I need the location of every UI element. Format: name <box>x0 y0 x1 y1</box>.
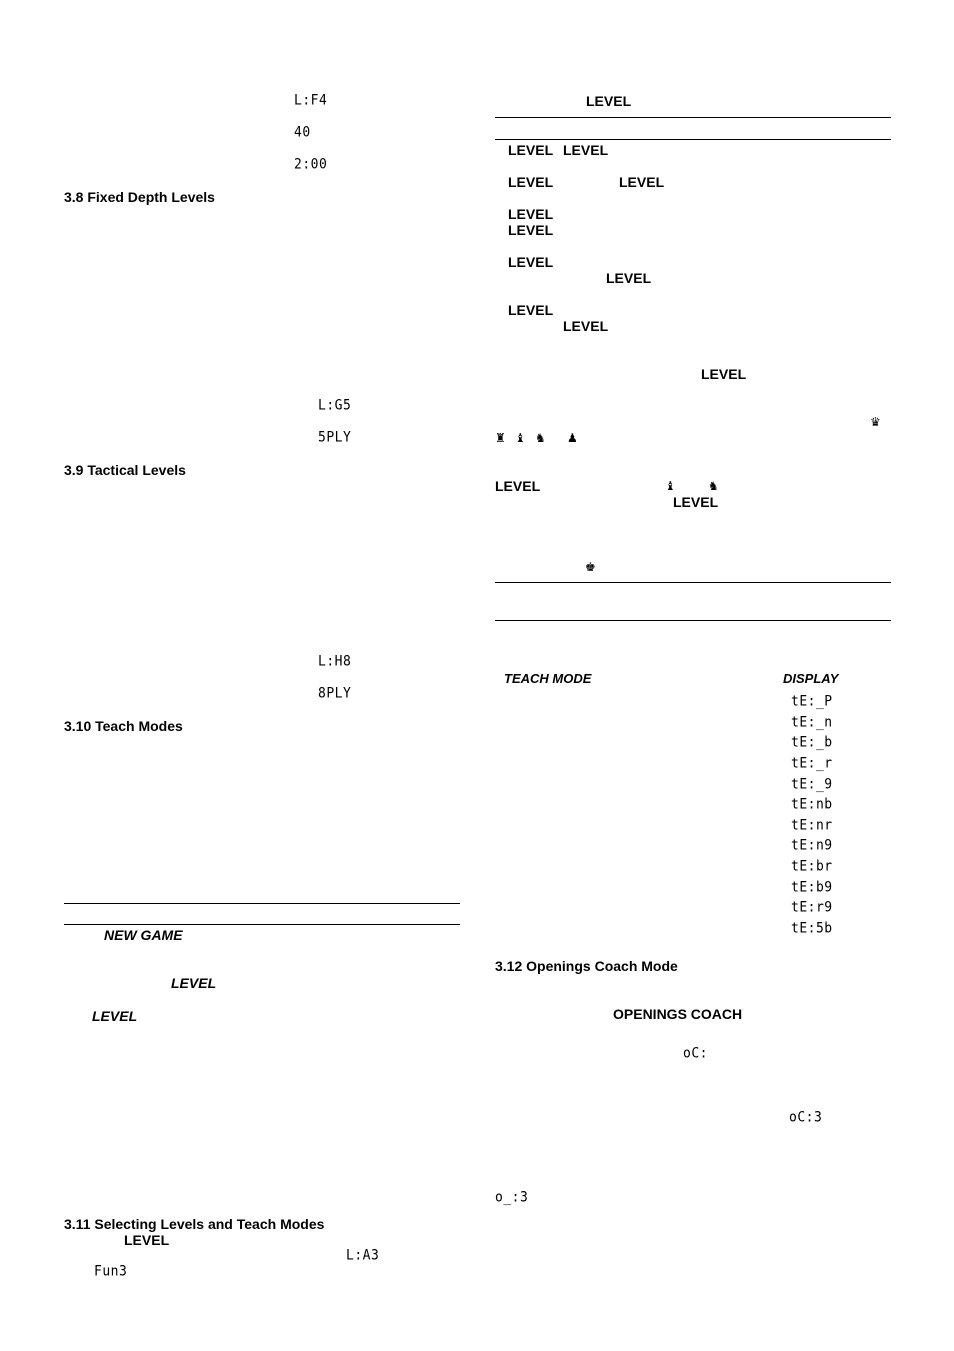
level-key-label: LEVEL <box>508 174 554 190</box>
table-cell-display: tE:nr <box>791 817 833 834</box>
section-heading-tactical: 3.9 Tactical Levels <box>64 462 186 478</box>
level-key-label: LEVEL <box>508 254 554 270</box>
table-cell-display: tE:_b <box>791 734 833 751</box>
box-rule-top <box>495 117 891 118</box>
lcd-display-openings: oC:3 <box>789 1109 823 1126</box>
lcd-display-ply: 8PLY <box>318 685 352 702</box>
section-heading-selecting-levels: 3.11 Selecting Levels and Teach Modes <box>64 1216 325 1232</box>
level-key-label: LEVEL <box>92 1008 138 1024</box>
level-key-label: LEVEL <box>508 206 554 222</box>
level-key-label: LEVEL <box>495 478 541 494</box>
table-cell-display: tE:br <box>791 858 833 875</box>
lcd-display-level: L:A3 <box>346 1247 380 1264</box>
section-heading-teach-modes: 3.10 Teach Modes <box>64 718 183 734</box>
new-game-key-label: NEW GAME <box>104 927 183 943</box>
openings-coach-key-label: OPENINGS COACH <box>613 1006 743 1022</box>
lcd-display-level: L:F4 <box>294 92 328 109</box>
box-rule-bottom <box>64 924 460 925</box>
lcd-display-level: L:H8 <box>318 653 352 670</box>
box-rule-bottom <box>495 139 891 140</box>
table-cell-display: tE:5b <box>791 920 833 937</box>
lcd-display-openings: oC: <box>683 1045 708 1062</box>
table-cell-display: tE:nb <box>791 796 833 813</box>
lcd-display-fun: Fun3 <box>94 1263 128 1280</box>
table-cell-display: tE:b9 <box>791 879 833 896</box>
table-cell-display: tE:n9 <box>791 837 833 854</box>
level-key-label: LEVEL <box>508 222 554 238</box>
level-key-label: LEVEL <box>619 174 665 190</box>
box-rule-top <box>64 903 460 904</box>
lcd-display-time: 2:00 <box>294 156 328 173</box>
level-key-label: LEVEL <box>508 302 554 318</box>
level-key-label: LEVEL <box>586 93 632 109</box>
table-cell-display: tE:_P <box>791 693 833 710</box>
pawn-icon: ♟ <box>567 431 578 445</box>
section-heading-fixed-depth: 3.8 Fixed Depth Levels <box>64 189 215 205</box>
table-cell-display: tE:r9 <box>791 899 833 916</box>
bishop-icon: ♝ <box>515 431 526 445</box>
rook-icon: ♜ <box>495 431 506 445</box>
level-key-label: LEVEL <box>673 494 719 510</box>
level-key-label: LEVEL <box>171 975 217 991</box>
level-key-label: LEVEL <box>563 318 609 334</box>
table-cell-display: tE:_n <box>791 714 833 731</box>
lcd-display-ply: 5PLY <box>318 429 352 446</box>
lcd-display-openings: o_:3 <box>495 1189 529 1206</box>
level-key-label: LEVEL <box>563 142 609 158</box>
queen-icon: ♛ <box>870 415 881 429</box>
level-key-label: LEVEL <box>124 1232 170 1248</box>
section-heading-openings-coach: 3.12 Openings Coach Mode <box>495 958 678 974</box>
box-rule-bottom <box>495 620 891 621</box>
level-key-label: LEVEL <box>508 142 554 158</box>
level-key-label: LEVEL <box>606 270 652 286</box>
lcd-display-moves: 40 <box>294 124 311 141</box>
bishop-icon: ♝ <box>665 479 676 493</box>
king-icon: ♚ <box>585 560 596 574</box>
box-rule-top <box>495 582 891 583</box>
table-header-display: DISPLAY <box>783 671 839 686</box>
table-cell-display: tE:_r <box>791 755 833 772</box>
lcd-display-level: L:G5 <box>318 397 352 414</box>
level-key-label: LEVEL <box>701 366 747 382</box>
knight-icon: ♞ <box>535 431 546 445</box>
knight-icon: ♞ <box>708 479 719 493</box>
table-cell-display: tE:_9 <box>791 776 833 793</box>
table-header-teach-mode: TEACH MODE <box>504 671 592 686</box>
